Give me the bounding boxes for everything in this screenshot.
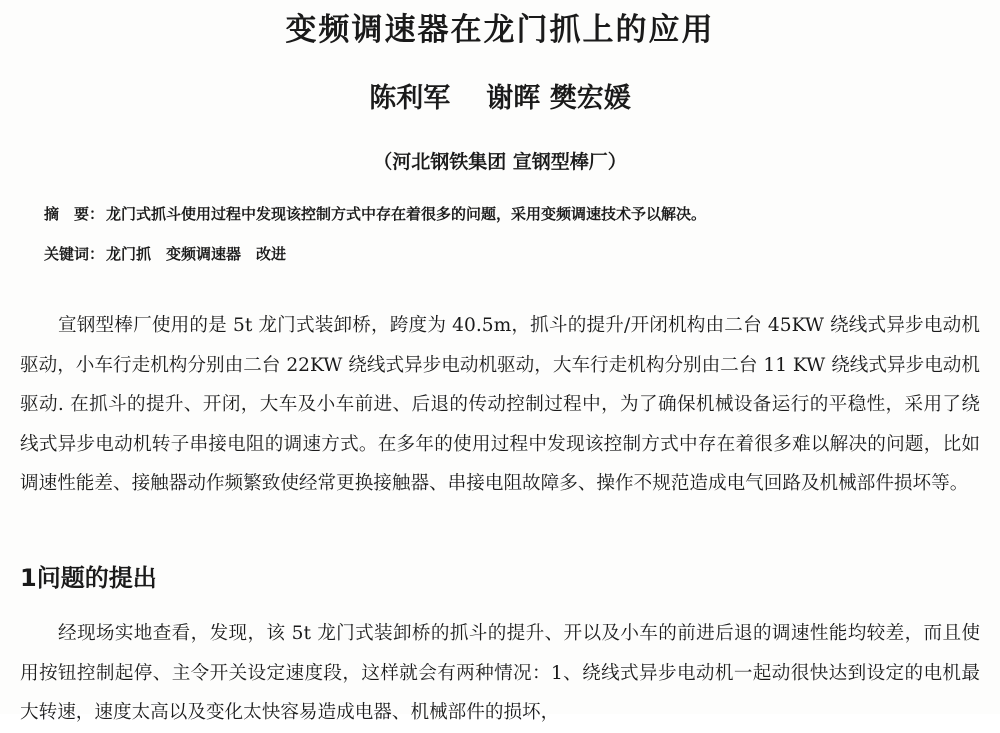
keywords-label: 关键词：: [44, 245, 105, 263]
affiliation: （河北钢铁集团 宣钢型棒厂）: [373, 151, 627, 173]
intro-paragraph: 宣钢型棒厂使用的是 5t 龙门式装卸桥，跨度为 40.5m，抓斗的提升/开闭机构由二台 45KW 绕线式异步电动机驱动，小车行走机构分别由二台 22KW 绕线式异步电动机驱动，大车行走机构分别由二台 11 KW 绕线式异步电动机驱动. 在抓斗的提升、开闭，大车及小车前进、后退的传动控制过程中，为了确保机械设备运行的平稳性，采用了绕线式异步电动机转子串接电阻的调速方式。在多年的使用过程中发现该控制方式中存在着很多难以解决的问题，比如调速性能差、接触器动作频繁致使经常更换接触器、串接电阻故障多、操作不规范造成电气回路及机械部件损坏等。: [20, 315, 980, 494]
abstract-text: 龙门式抓斗使用过程中发现该控制方式中存在着很多的问题，采用变频调速技术予以解决。: [106, 205, 707, 223]
author-name: 陈利军: [369, 83, 451, 114]
author-name: 谢晖: [486, 83, 541, 114]
keywords: [44, 243, 984, 264]
abstract-label: 摘 要：: [44, 205, 105, 223]
section-heading: 1问题的提出: [20, 564, 157, 592]
keywords-text: 龙门抓 变频调速器 改进: [106, 245, 287, 263]
author-name: 樊宏媛: [549, 83, 631, 114]
author-list: [0, 76, 1000, 115]
section-paragraph: 经现场实地查看，发现，该 5t 龙门式装卸桥的抓斗的提升、开以及小车的前进后退的调速性能均较差，而且使用按钮控制起停、主令开关设定速度段，这样就会有两种情况：1、绕线式异步电动机一起动很快达到设定的电机最大转速，速度太高以及变化太快容易造成电器、机械部件的损坏，: [20, 623, 980, 723]
paper-title: 变频调速器在龙门抓上的应用: [285, 12, 715, 48]
abstract: [44, 203, 984, 224]
